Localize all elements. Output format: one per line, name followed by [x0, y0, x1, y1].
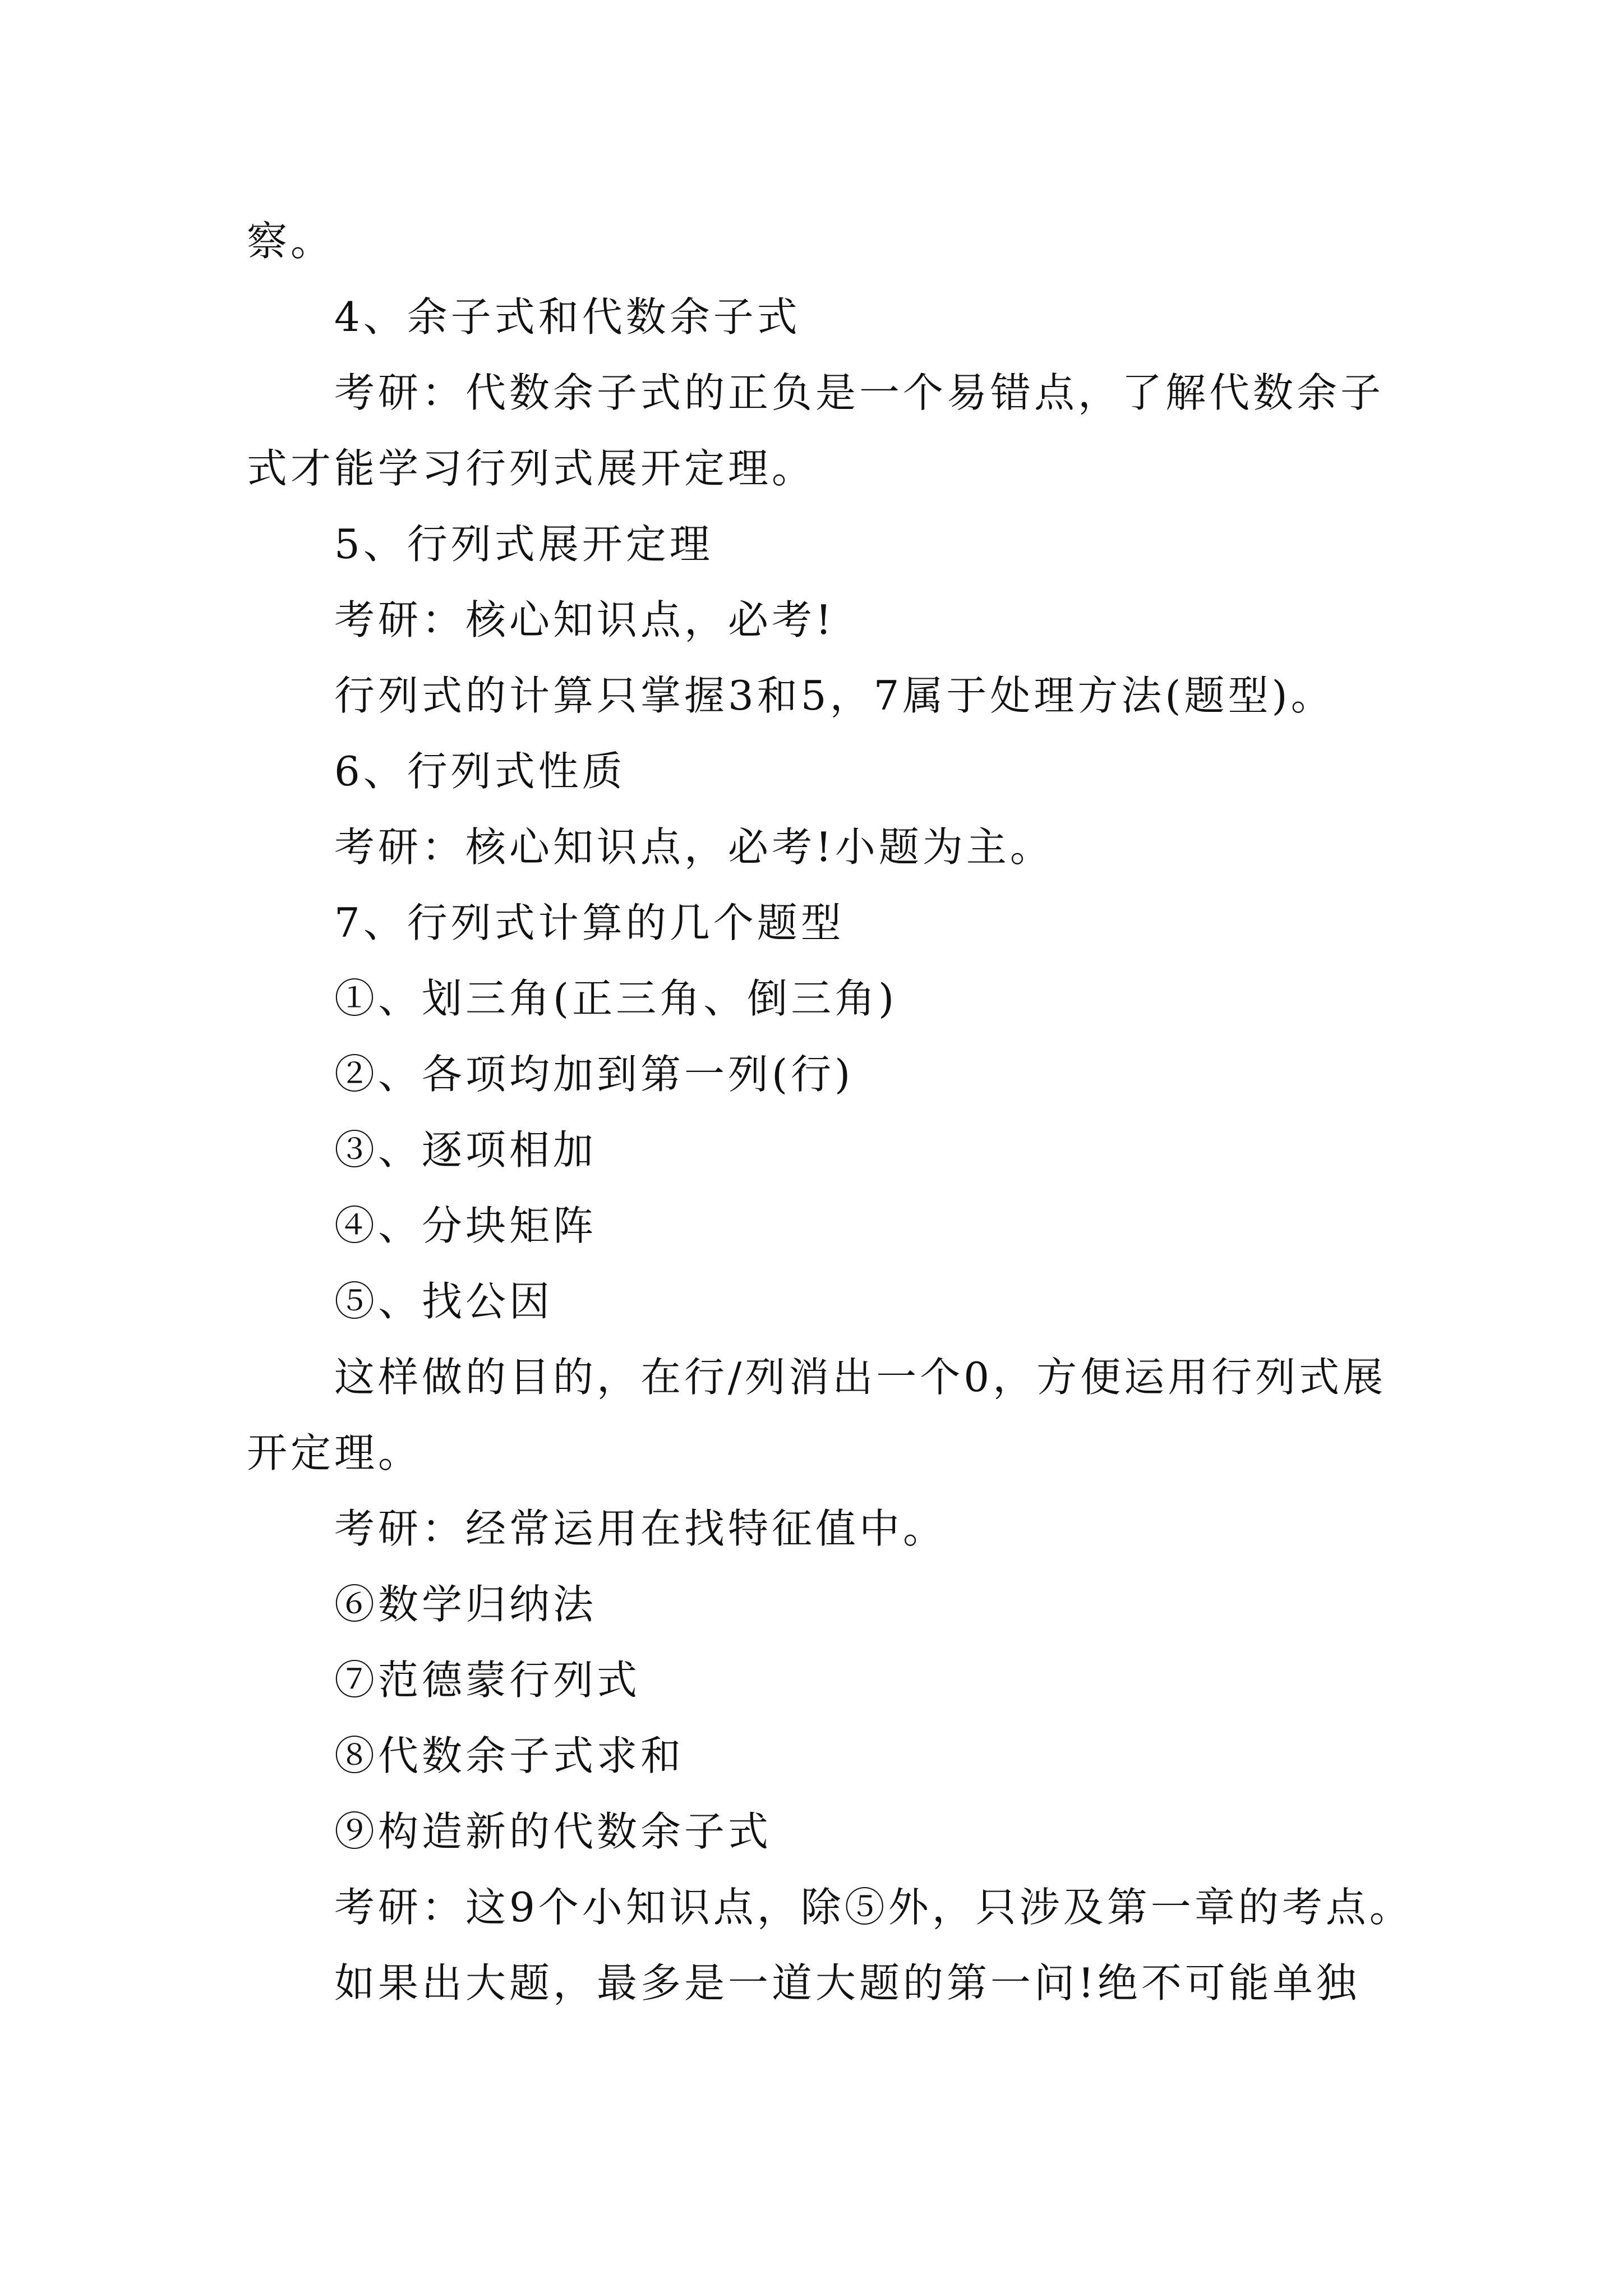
note-line: 考研：代数余子式的正负是一个易错点，了解代数余子 — [334, 369, 1385, 416]
list-item: ⑧代数余子式求和 — [334, 1732, 685, 1779]
list-item: ⑥数学归纳法 — [334, 1581, 597, 1628]
note-line: 考研：这9个小知识点，除⑤外，只涉及第一章的考点。 — [334, 1884, 1413, 1931]
heading-6: 6、行列式性质 — [334, 748, 626, 795]
list-item: ④、分块矩阵 — [334, 1202, 597, 1249]
text-line: 如果出大题，最多是一道大题的第一问!绝不可能单独 — [334, 1959, 1360, 2007]
list-item: ⑦范德蒙行列式 — [334, 1657, 641, 1704]
list-item: ⑨构造新的代数余子式 — [334, 1808, 772, 1855]
heading-5: 5、行列式展开定理 — [334, 521, 713, 568]
text-line-continuation: 开定理。 — [247, 1429, 422, 1476]
list-item: ①、划三角(正三角、倒三角) — [334, 975, 898, 1022]
note-line: 考研：经常运用在找特征值中。 — [334, 1505, 947, 1552]
list-item: ⑤、找公因 — [334, 1278, 554, 1325]
note-line: 考研：核心知识点，必考!小题为主。 — [334, 823, 1054, 871]
list-item: ②、各项均加到第一列(行) — [334, 1051, 854, 1098]
text-line-continuation: 式才能学习行列式展开定理。 — [247, 445, 816, 492]
heading-4: 4、余子式和代数余子式 — [334, 293, 801, 341]
note-line: 考研：核心知识点，必考! — [334, 596, 835, 643]
text-line-continuation: 察。 — [247, 218, 335, 265]
text-line: 这样做的目的，在行/列消出一个0，方便运用行列式展 — [334, 1354, 1387, 1401]
list-item: ③、逐项相加 — [334, 1126, 597, 1174]
text-line: 行列式的计算只掌握3和5，7属于处理方法(题型)。 — [334, 672, 1335, 719]
heading-7: 7、行列式计算的几个题型 — [334, 899, 845, 946]
